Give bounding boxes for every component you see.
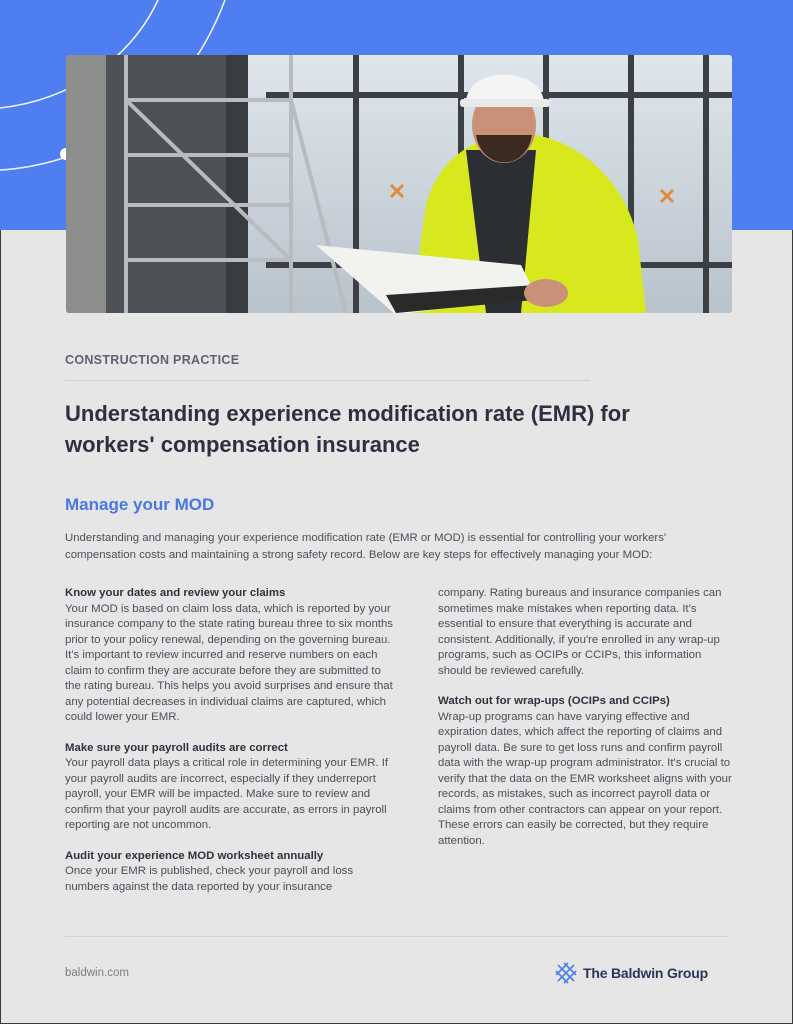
- subsection-body: Once your EMR is published, check your payroll and loss numbers against the data reported by your insurance: [65, 865, 354, 893]
- left-column: [65, 586, 397, 910]
- subsection-heading: Audit your experience MOD worksheet annually: [65, 849, 324, 862]
- section-intro: Understanding and managing your experience modification rate (EMR or MOD) is essential for controlling your workers' compensation costs and maintaining a strong safety record. Below are key steps for effectively managing your MOD:: [65, 532, 667, 561]
- right-column: [438, 586, 738, 864]
- subsection-heading: Make sure your payroll audits are correct: [65, 741, 288, 754]
- eyebrow-label: CONSTRUCTION PRACTICE: [65, 353, 240, 367]
- header-divider: [65, 380, 590, 381]
- hero-photo: [66, 55, 732, 313]
- section-heading: Manage your MOD: [65, 495, 215, 514]
- brand-logo: [555, 962, 708, 984]
- subsection-body: Wrap-up programs can have varying effective and expiration dates, which affect the reporting of claims and payroll data. Be sure to get loss runs and confirm payroll data with the wrap-up program administrator. It's crucial to verify that the data on the EMR worksheet aligns with your records, as mistakes, such as incorrect payroll data or claims from other contractors can appear on your report. These errors can easily be corrected, but they require attention.: [438, 710, 732, 847]
- continued-body: company. Rating bureaus and insurance companies can sometimes make mistakes when reporting data. It's essential to ensure that everything is accurate and consistent. Additionally, if you're enrolled in any wrap-up programs, such as OCIPs or CCIPs, this information should be reviewed carefully.: [438, 587, 722, 677]
- footer-divider: [65, 936, 728, 937]
- subsection-heading: Know your dates and review your claims: [65, 587, 286, 599]
- footer-url[interactable]: baldwin.com: [65, 967, 129, 979]
- page-title: Understanding experience modification rate (EMR) for workers' compensation insurance: [65, 401, 630, 457]
- brand-name: The Baldwin Group: [583, 965, 708, 981]
- baldwin-logo-icon: [555, 962, 577, 984]
- subsection-heading: Watch out for wrap-ups (OCIPs and CCIPs): [438, 695, 670, 707]
- subsection-body: Your payroll data plays a critical role in determining your EMR. If your payroll audits are incorrect, especially if they underreport payroll, your EMR will be impacted. Make sure to review and confirm that your payroll audits are accurate, as errors in payroll reporting are not uncommon.: [65, 757, 389, 831]
- subsection-body: Your MOD is based on claim loss data, which is reported by your insurance company to the state rating bureau three to six months prior to your policy renewal, depending on the governing bureau. It's important to review incurred and reserve numbers on each claim to confirm they are accurate before they are submitted to the rating bureau. This helps you avoid surprises and ensure that any potential decreases in individual claims are captured, which could lower your EMR.: [65, 602, 393, 723]
